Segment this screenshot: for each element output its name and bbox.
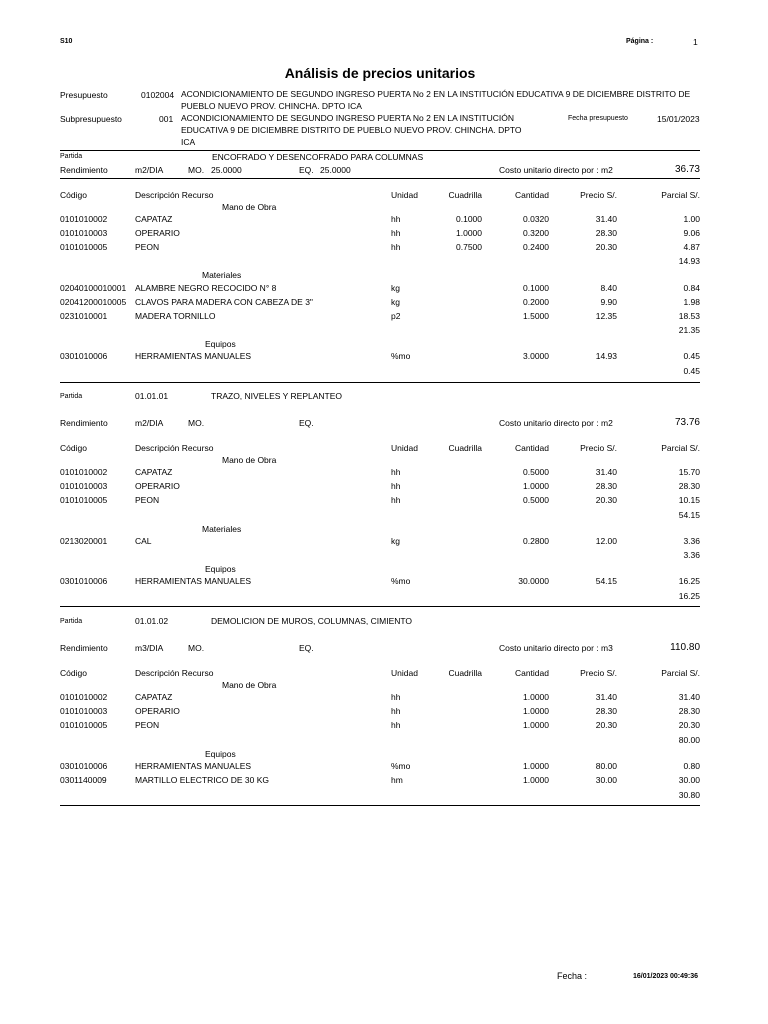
partida-name: ENCOFRADO Y DESENCOFRADO PARA COLUMNAS: [212, 152, 424, 162]
cell-code: 0101010002: [60, 692, 108, 702]
cell-parcial: 0.84: [683, 283, 700, 293]
cell-parcial: 9.06: [683, 228, 700, 238]
cell-code: 02040100010001: [60, 283, 127, 293]
partida-code: 01.01.02: [135, 616, 169, 626]
cell-parcial: 16.25: [678, 576, 700, 586]
cell-desc: HERRAMIENTAS MANUALES: [135, 761, 252, 771]
table-row: [0, 311, 768, 323]
subtotal-mano-obra: 54.15: [678, 510, 700, 520]
eq-label: EQ.: [299, 165, 314, 175]
rendimiento-label: Rendimiento: [60, 643, 108, 653]
subtotal-materiales: 21.35: [678, 325, 700, 335]
cell-desc: MARTILLO ELECTRICO DE 30 KG: [135, 775, 269, 785]
cell-precio: 31.40: [595, 214, 617, 224]
col-cantidad: Cantidad: [514, 668, 549, 678]
cell-cantidad: 0.1000: [523, 283, 549, 293]
cell-precio: 28.30: [595, 481, 617, 491]
cell-cantidad: 0.2000: [523, 297, 549, 307]
group-equipos: Equipos: [205, 749, 236, 759]
cell-cantidad: 0.5000: [523, 467, 549, 477]
page-label: Página :: [626, 38, 654, 45]
table-row: [0, 228, 768, 240]
cell-desc: CAPATAZ: [135, 467, 173, 477]
table-row: [0, 297, 768, 309]
subtotal-equipos: 30.80: [678, 790, 700, 800]
col-cuadrilla: Cuadrilla: [448, 190, 482, 200]
subtotal-equipos: 16.25: [678, 591, 700, 601]
rendimiento-unit: m3/DIA: [135, 643, 164, 653]
cell-desc: PEON: [135, 242, 160, 252]
cell-parcial: 10.15: [678, 495, 700, 505]
cell-unit: hh: [391, 228, 401, 238]
cell-parcial: 20.30: [678, 720, 700, 730]
col-parcial: Parcial S/.: [661, 668, 700, 678]
cell-unit: hh: [391, 242, 401, 252]
cell-code: 0213020001: [60, 536, 108, 546]
cell-parcial: 3.36: [683, 536, 700, 546]
subtotal-mano-obra: 80.00: [678, 735, 700, 745]
cell-code: 0101010005: [60, 720, 108, 730]
cell-unit: hh: [391, 214, 401, 224]
cell-parcial: 30.00: [678, 775, 700, 785]
cell-code: 0301140009: [60, 775, 107, 785]
cell-desc: HERRAMIENTAS MANUALES: [135, 576, 252, 586]
cell-cantidad: 0.2800: [523, 536, 549, 546]
cell-unit: kg: [391, 283, 400, 293]
cell-precio: 28.30: [595, 706, 617, 716]
cell-unit: hm: [391, 775, 403, 785]
table-row: [0, 720, 768, 732]
divider: [60, 178, 700, 179]
cell-precio: 8.40: [600, 283, 617, 293]
cell-unit: kg: [391, 536, 400, 546]
partida-name: TRAZO, NIVELES Y REPLANTEO: [211, 391, 343, 401]
table-row: [0, 761, 768, 773]
cell-parcial: 4.87: [683, 242, 700, 252]
table-row: [0, 775, 768, 787]
fecha-presupuesto-label: Fecha presupuesto: [568, 115, 628, 122]
cell-code: 0101010002: [60, 214, 108, 224]
costo-unitario-label: Costo unitario directo por : m3: [499, 643, 613, 653]
group-equipos: Equipos: [205, 564, 236, 574]
mo-label: MO.: [188, 165, 205, 175]
cell-parcial: 28.30: [678, 481, 700, 491]
cell-parcial: 15.70: [678, 467, 700, 477]
group-materiales: Materiales: [202, 270, 242, 280]
costo-unitario-value: 110.80: [670, 642, 700, 653]
col-unidad: Unidad: [391, 190, 418, 200]
costo-unitario-value: 73.76: [674, 417, 700, 428]
cell-cantidad: 1.0000: [523, 775, 549, 785]
table-row: [0, 351, 768, 363]
cell-cantidad: 0.3200: [523, 228, 549, 238]
cell-desc: CAL: [135, 536, 152, 546]
col-codigo: Código: [60, 668, 87, 678]
costo-unitario-value: 36.73: [674, 164, 700, 175]
cell-unit: hh: [391, 706, 401, 716]
divider: [60, 382, 700, 383]
cell-cuadrilla: 1.0000: [456, 228, 482, 238]
cell-precio: 20.30: [595, 242, 617, 252]
eq-value: 25.0000: [320, 165, 351, 175]
rendimiento-label: Rendimiento: [60, 418, 108, 428]
table-row: [0, 692, 768, 704]
cell-desc: CAPATAZ: [135, 692, 173, 702]
col-precio: Precio S/.: [580, 443, 617, 453]
system-code: S10: [60, 38, 73, 45]
cell-desc: PEON: [135, 720, 160, 730]
cell-unit: p2: [391, 311, 401, 321]
col-cuadrilla: Cuadrilla: [448, 443, 482, 453]
col-parcial: Parcial S/.: [661, 443, 700, 453]
subpresupuesto-description: ACONDICIONAMIENTO DE SEGUNDO INGRESO PUERTA No 2 EN LA INSTITUCIÓN EDUCATIVA 9 DE DICIEMBRE DISTRITO DE PUEBLO NUEVO PROV. CHINCHA. DPTO ICA: [181, 113, 522, 147]
cell-precio: 54.15: [595, 576, 617, 586]
column-header-row: [0, 443, 768, 455]
cell-code: 0101010005: [60, 242, 108, 252]
partida-name: DEMOLICION DE MUROS, COLUMNAS, CIMIENTO: [211, 616, 413, 626]
cell-parcial: 28.30: [678, 706, 700, 716]
mo-label: MO.: [188, 418, 205, 428]
rendimiento-label: Rendimiento: [60, 165, 108, 175]
subpresupuesto-label: Subpresupuesto: [60, 114, 122, 124]
table-row: [0, 576, 768, 588]
cell-cuadrilla: 0.7500: [456, 242, 482, 252]
footer-fecha-label: Fecha :: [557, 971, 588, 981]
column-header-row: [0, 190, 768, 202]
table-row: [0, 283, 768, 295]
cell-parcial: 1.98: [683, 297, 700, 307]
cell-parcial: 18.53: [678, 311, 700, 321]
table-row: [0, 706, 768, 718]
cell-code: 0101010005: [60, 495, 108, 505]
cell-unit: %mo: [391, 576, 411, 586]
divider: [60, 606, 700, 607]
group-mano-obra: Mano de Obra: [222, 680, 277, 690]
col-codigo: Código: [60, 443, 87, 453]
cell-code: 0301010006: [60, 761, 108, 771]
cell-precio: 80.00: [595, 761, 617, 771]
cell-unit: hh: [391, 495, 401, 505]
cell-cantidad: 1.0000: [523, 692, 549, 702]
fecha-presupuesto-value: 15/01/2023: [657, 114, 700, 124]
cell-cantidad: 1.0000: [523, 481, 549, 491]
page-number: 1: [693, 37, 698, 47]
cell-cantidad: 3.0000: [523, 351, 549, 361]
cell-desc: ALAMBRE NEGRO RECOCIDO N° 8: [135, 283, 277, 293]
col-unidad: Unidad: [391, 443, 418, 453]
table-row: [0, 495, 768, 507]
cell-cuadrilla: 0.1000: [456, 214, 482, 224]
table-row: [0, 214, 768, 226]
group-equipos: Equipos: [205, 339, 236, 349]
col-parcial: Parcial S/.: [661, 190, 700, 200]
cell-cantidad: 1.5000: [523, 311, 549, 321]
cell-cantidad: 0.0320: [523, 214, 549, 224]
cell-unit: %mo: [391, 761, 411, 771]
cell-precio: 20.30: [595, 495, 617, 505]
footer-fecha-value: 16/01/2023 00:49:36: [633, 973, 698, 980]
cell-desc: OPERARIO: [135, 228, 180, 238]
cell-precio: 31.40: [595, 692, 617, 702]
cell-precio: 9.90: [600, 297, 617, 307]
group-mano-obra: Mano de Obra: [222, 202, 277, 212]
col-unidad: Unidad: [391, 668, 418, 678]
mo-label: MO.: [188, 643, 205, 653]
cell-parcial: 31.40: [678, 692, 700, 702]
col-descripcion: Descripción Recurso: [135, 190, 214, 200]
rendimiento-unit: m2/DIA: [135, 418, 164, 428]
partida-code: 01.01.01: [135, 391, 169, 401]
cell-code: 0301010006: [60, 576, 108, 586]
cell-code: 0101010002: [60, 467, 108, 477]
col-precio: Precio S/.: [580, 190, 617, 200]
cell-desc: OPERARIO: [135, 706, 180, 716]
group-materiales: Materiales: [202, 524, 242, 534]
cell-code: 0101010003: [60, 706, 108, 716]
cell-parcial: 0.80: [683, 761, 700, 771]
partida-label: Partida: [60, 618, 83, 625]
col-codigo: Código: [60, 190, 87, 200]
cell-desc: CLAVOS PARA MADERA CON CABEZA DE 3": [135, 297, 313, 307]
cell-cantidad: 0.5000: [523, 495, 549, 505]
col-cantidad: Cantidad: [514, 190, 549, 200]
cell-unit: hh: [391, 692, 401, 702]
cell-cantidad: 30.0000: [518, 576, 549, 586]
cell-cantidad: 1.0000: [523, 720, 549, 730]
costo-unitario-label: Costo unitario directo por : m2: [499, 418, 613, 428]
eq-label: EQ.: [299, 418, 314, 428]
group-mano-obra: Mano de Obra: [222, 455, 277, 465]
cell-desc: HERRAMIENTAS MANUALES: [135, 351, 252, 361]
cell-code: 0301010006: [60, 351, 108, 361]
cell-parcial: 0.45: [683, 351, 700, 361]
costo-unitario-label: Costo unitario directo por : m2: [499, 165, 613, 175]
subtotal-materiales: 3.36: [683, 550, 700, 560]
cell-code: 0101010003: [60, 228, 108, 238]
subtotal-equipos: 0.45: [683, 366, 700, 376]
presupuesto-label: Presupuesto: [60, 90, 108, 100]
cell-parcial: 1.00: [683, 214, 700, 224]
cell-unit: %mo: [391, 351, 411, 361]
subpresupuesto-code: 001: [159, 114, 174, 124]
cell-precio: 12.35: [595, 311, 617, 321]
divider: [60, 805, 700, 806]
eq-label: EQ.: [299, 643, 314, 653]
cell-precio: 30.00: [595, 775, 617, 785]
subtotal-mano-obra: 14.93: [678, 256, 700, 266]
cell-unit: hh: [391, 720, 401, 730]
cell-precio: 12.00: [595, 536, 617, 546]
cell-unit: hh: [391, 467, 401, 477]
cell-cantidad: 1.0000: [523, 706, 549, 716]
divider: [60, 150, 700, 151]
col-descripcion: Descripción Recurso: [135, 443, 214, 453]
cell-unit: kg: [391, 297, 400, 307]
cell-desc: PEON: [135, 495, 160, 505]
table-row: [0, 536, 768, 548]
presupuesto-code: 0102004: [141, 90, 175, 100]
column-header-row: [0, 668, 768, 680]
mo-value: 25.0000: [211, 165, 242, 175]
partida-label: Partida: [60, 153, 83, 160]
rendimiento-unit: m2/DIA: [135, 165, 164, 175]
cell-code: 0231010001: [60, 311, 108, 321]
table-row: [0, 467, 768, 479]
table-row: [0, 481, 768, 493]
cell-desc: CAPATAZ: [135, 214, 173, 224]
cell-unit: hh: [391, 481, 401, 491]
col-descripcion: Descripción Recurso: [135, 668, 214, 678]
cell-precio: 31.40: [595, 467, 617, 477]
col-cantidad: Cantidad: [514, 443, 549, 453]
cell-precio: 28.30: [595, 228, 617, 238]
cell-desc: OPERARIO: [135, 481, 180, 491]
cell-cantidad: 1.0000: [523, 761, 549, 771]
cell-code: 0101010003: [60, 481, 108, 491]
cell-desc: MADERA TORNILLO: [135, 311, 216, 321]
cell-code: 02041200010005: [60, 297, 127, 307]
col-cuadrilla: Cuadrilla: [448, 668, 482, 678]
table-row: [0, 242, 768, 254]
partida-label: Partida: [60, 393, 83, 400]
col-precio: Precio S/.: [580, 668, 617, 678]
cell-precio: 14.93: [595, 351, 617, 361]
cell-precio: 20.30: [595, 720, 617, 730]
presupuesto-description: ACONDICIONAMIENTO DE SEGUNDO INGRESO PUERTA No 2 EN LA INSTITUCIÓN EDUCATIVA 9 DE DICIEMBRE DISTRITO DE PUEBLO NUEVO PROV. CHINCHA. DPTO ICA: [181, 89, 691, 111]
cell-cantidad: 0.2400: [523, 242, 549, 252]
page-title: Análisis de precios unitarios: [284, 65, 476, 81]
